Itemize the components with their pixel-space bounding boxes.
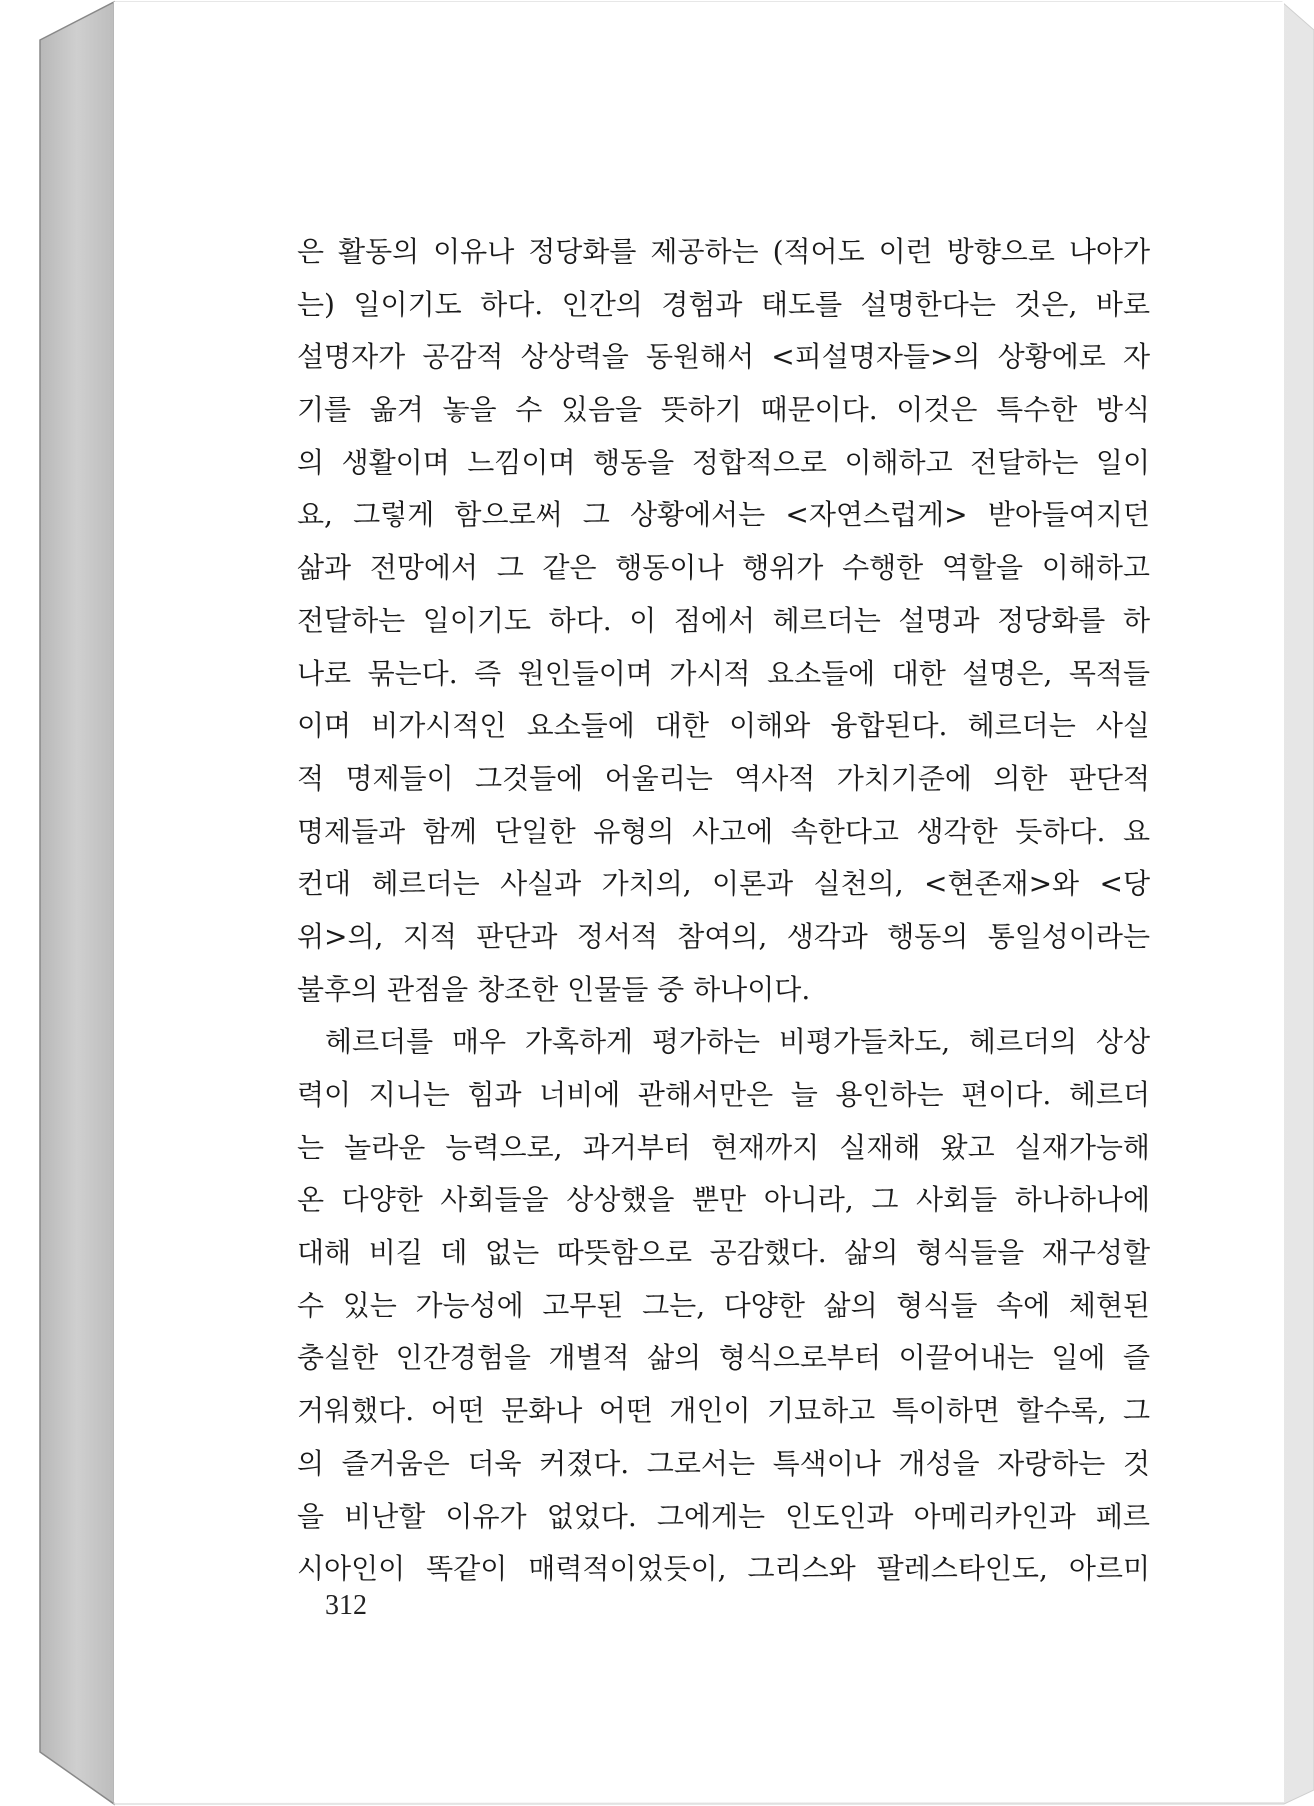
body-text [297,226,1150,1596]
text-line: 기를 옮겨 놓을 수 있음을 뜻하기 때문이다. 이것은 특수한 방식 [297,393,1150,427]
text-line: 위>의, 지적 판단과 정서적 참여의, 생각과 행동의 통일성이라는 [297,919,1150,953]
text-line: 삶과 전망에서 그 같은 행동이나 행위가 수행한 역할을 이해하고 [297,551,1150,585]
text-line: 적 명제들이 그것들에 어울리는 역사적 가치기준에 의한 판단적 [297,761,1150,795]
text-line: 는 놀라운 능력으로, 과거부터 현재까지 실재해 왔고 실재가능해 [297,1130,1150,1164]
text-line: 은 활동의 이유나 정당화를 제공하는 (적어도 이런 방향으로 나아가 [297,235,1150,268]
text-line: 거워했다. 어떤 문화나 어떤 개인이 기묘하고 특이하면 할수록, 그 [297,1394,1150,1428]
text-line: 의 생활이며 느낌이며 행동을 정합적으로 이해하고 전달하는 일이 [297,445,1150,479]
text-line: 헤르더를 매우 가혹하게 평가하는 비평가들차도, 헤르더의 상상 [325,1025,1150,1059]
text-line: 수 있는 가능성에 고무된 그는, 다양한 삶의 형식들 속에 체현된 [297,1288,1150,1322]
text-line: 는) 일이기도 하다. 인간의 경험과 태도를 설명한다는 것은, 바로 [297,287,1150,321]
text-line: 시아인이 똑같이 매력적이었듯이, 그리스와 팔레스타인도, 아르미 [297,1552,1150,1586]
text-line: 충실한 인간경험을 개별적 삶의 형식으로부터 이끌어내는 일에 즐 [297,1341,1150,1375]
text-line: 의 즐거움은 더욱 커졌다. 그로서는 특색이나 개성을 자랑하는 것 [297,1446,1150,1480]
text-line: 력이 지니는 힘과 너비에 관해서만은 늘 용인하는 편이다. 헤르더 [297,1078,1150,1111]
text-line: 설명자가 공감적 상상력을 동원해서 <피설명자들>의 상황에로 자 [297,340,1150,374]
page-number: 312 [325,1590,367,1621]
text-line: 불후의 관점을 창조한 인물들 중 하나이다. [297,972,811,1006]
text-line: 을 비난할 이유가 없었다. 그에게는 인도인과 아메리카인과 페르 [297,1499,1150,1533]
text-line: 요, 그렇게 함으로써 그 상황에서는 <자연스럽게> 받아들여지던 [297,498,1150,532]
text-line: 명제들과 함께 단일한 유형의 사고에 속한다고 생각한 듯하다. 요 [297,814,1150,848]
text-line: 이며 비가시적인 요소들에 대한 이해와 융합된다. 헤르더는 사실 [297,709,1150,743]
text-line: 온 다양한 사회들을 상상했을 뿐만 아니라, 그 사회들 하나하나에 [297,1183,1150,1217]
text-line: 나로 묶는다. 즉 원인들이며 가시적 요소들에 대한 설명은, 목적들 [297,656,1150,690]
text-line: 대해 비길 데 없는 따뜻함으로 공감했다. 삶의 형식들을 재구성할 [297,1236,1150,1270]
text-line: 전달하는 일이기도 하다. 이 점에서 헤르더는 설명과 정당화를 하 [297,603,1150,637]
text-line: 컨대 헤르더는 사실과 가치의, 이론과 실천의, <현존재>와 <당 [297,867,1150,901]
